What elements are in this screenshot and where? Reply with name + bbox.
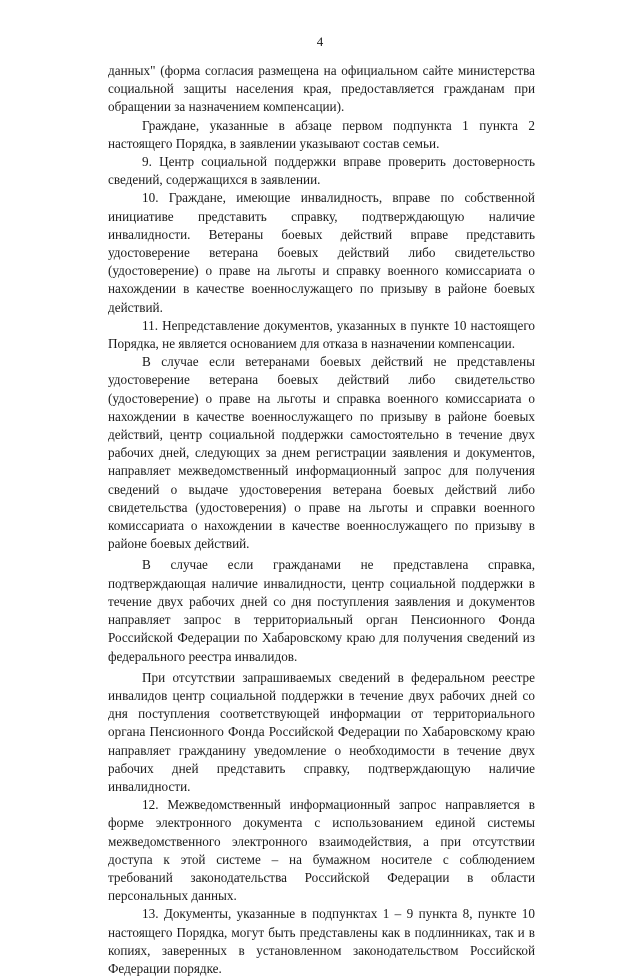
paragraph-item-10: 10. Граждане, имеющие инвалидность, вправе по собственной инициативе представить справку, подтверждающую наличие инвалидности. Ветераны боевых действий вправе представить удостоверение ветерана боевых действий либо свидетельство (удостоверение) о праве на льготы и справку военного комиссариата о нахождении в качестве военнослужащего по призыву в районе боевых действий. bbox=[108, 190, 535, 315]
paragraph-family-composition: Граждане, указанные в абзаце первом подпункта 1 пункта 2 настоящего Порядка, в заявлении указывают состав семьи. bbox=[108, 117, 535, 151]
paragraph-item-13: 13. Документы, указанные в подпунктах 1 – 9 пункта 8, пункте 10 настоящего Порядка, могут быть представлены как в подлинниках, так и в копиях, заверенных в установленном законодательством Российской Федерации порядке. bbox=[108, 906, 535, 976]
paragraph-missing-data-notice: При отсутствии запрашиваемых сведений в федеральном реестре инвалидов центр социальной поддержки в течение двух рабочих дней со дня поступления соответствующей информации от территориального органа Пенсионного Фонда Российской Федерации по Хабаровскому краю направляет гражданину уведомление о необходимости в течение двух рабочих дней представить справку, подтверждающую наличие инвалидности. bbox=[108, 669, 535, 794]
paragraph-item-12: 12. Межведомственный информационный запрос направляется в форме электронного документа с использованием единой системы межведомственного электронного взаимодействия, а при отсутствии доступа к этой системе – на бумажном носителе с соблюдением требований законодательства Российской Федерации в области персональных данных. bbox=[108, 797, 535, 904]
paragraph-veterans-request: В случае если ветеранами боевых действий не представлены удостоверение ветерана боевых действий либо свидетельство (удостоверение) о праве на льготы и справка военного комиссариата о нахождении в качестве военнослужащего по призыву в районе боевых действий, центр социальной поддержки самостоятельно в течение двух рабочих дней, следующих за днем регистрации заявления и документов, направляет межведомственный информационный запрос для получения сведений о выдаче удостоверения ветерана боевых действий либо свидетельства (удостоверения) о праве на льготы и справки военного комиссариата о нахождении в качестве военнослужащего по призыву в районе боевых действий. bbox=[108, 354, 535, 552]
paragraph-continuation: данных" (форма согласия размещена на официальном сайте министерства социальной защиты населения края, предоставляется гражданам при обращении за назначением компенсации). bbox=[108, 63, 535, 115]
paragraph-item-11: 11. Непредставление документов, указанных в пункте 10 настоящего Порядка, не является основанием для отказа в назначении компенсации. bbox=[108, 317, 535, 352]
page-number: 4 bbox=[316, 34, 324, 49]
document-body bbox=[108, 62, 535, 978]
paragraph-disability-request: В случае если гражданами не представлена справка, подтверждающая наличие инвалидности, центр социальной поддержки в течение двух рабочих дней со дня поступления заявления и документов направляет запрос в территориальный орган Пенсионного Фонда Российской Федерации по Хабаровскому краю для получения сведений из федерального реестра инвалидов. bbox=[108, 557, 535, 664]
paragraph-item-9: 9. Центр социальной поддержки вправе проверить достоверность сведений, содержащихся в заявлении. bbox=[108, 154, 535, 188]
